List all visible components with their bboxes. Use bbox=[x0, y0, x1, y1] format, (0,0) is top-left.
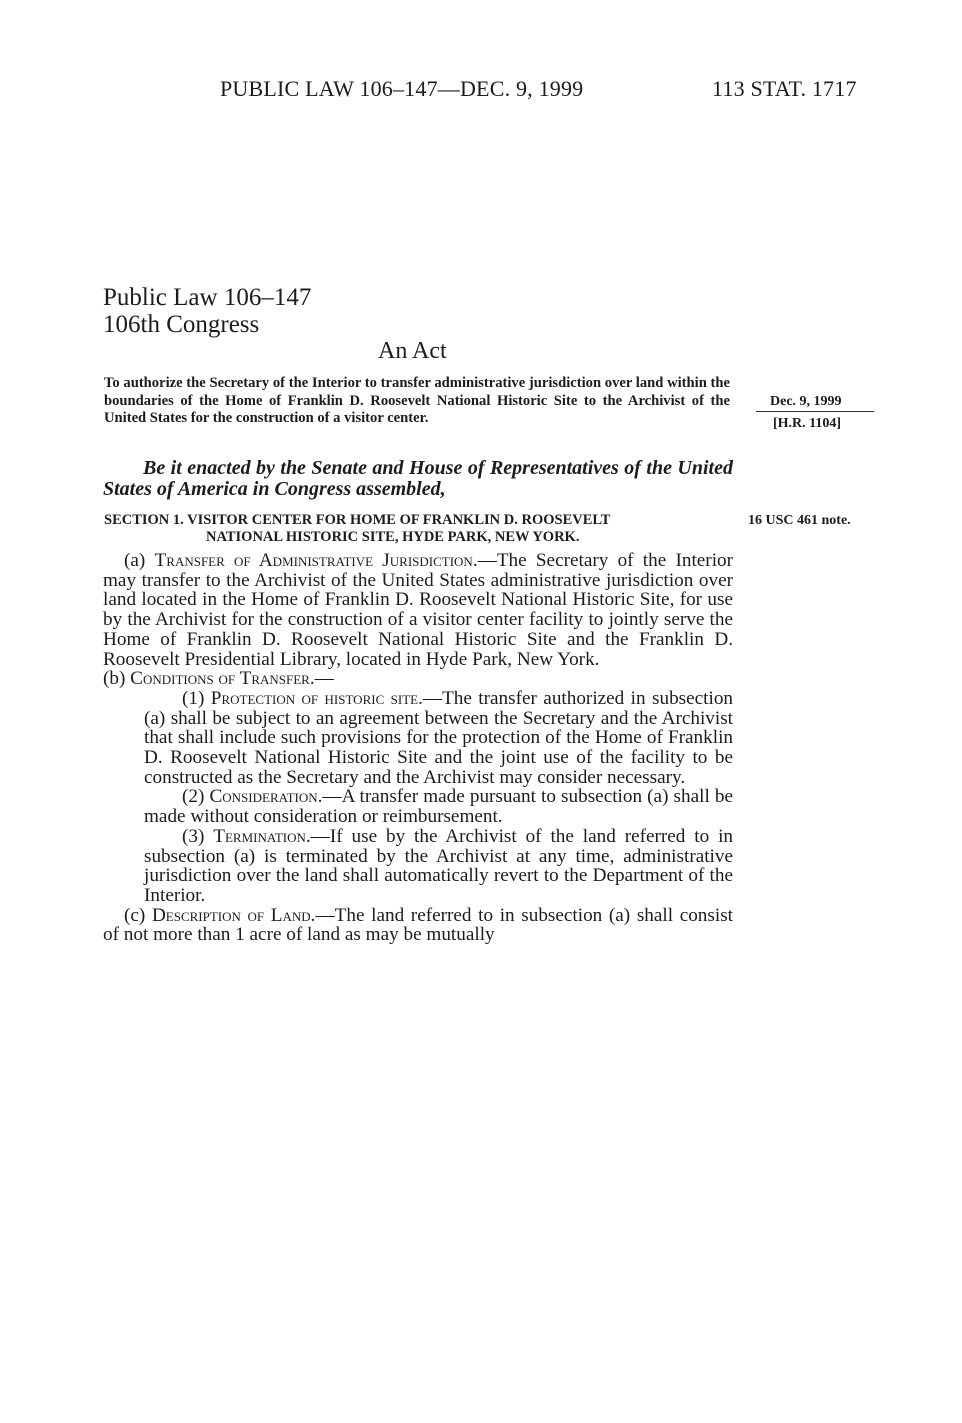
subsection-c-text: —The land referred to in subsection (a) shall consist of not more than 1 acre of land as may be mutually bbox=[103, 904, 733, 946]
subsection-c bbox=[103, 906, 733, 945]
subsection-a-heading: Transfer of Administrative Jurisdiction. bbox=[154, 550, 478, 571]
paragraph-b2-label: (2) bbox=[182, 786, 210, 808]
paragraph-b1-text: —The transfer authorized in subsection (a) shall be subject to an agreement between the Secretary and the Archivist that shall include such provisions for the protection of the Home of Franklin D. Roosevelt National Historic Site and the joint use of the facility to be constructed as the Secretary and the Archivist may consider necessary. bbox=[144, 687, 734, 788]
running-head-right: 113 STAT. 1717 bbox=[712, 76, 857, 101]
running-head-left: PUBLIC LAW 106–147—DEC. 9, 1999 bbox=[220, 76, 584, 101]
subsection-c-heading: Description of Land. bbox=[151, 904, 316, 926]
section-heading bbox=[104, 512, 730, 546]
act-purpose: To authorize the Secretary of the Interior to transfer administrative jurisdiction over land within the boundaries of the Home of Franklin D. Roosevelt National Historic Site to the Archivist of the United States for the construction of a visitor center. bbox=[104, 375, 730, 426]
subsection-a-text: —The Secretary of the Interior may transfer to the Archivist of the United States administrative jurisdiction over land located in the Home of Franklin D. Roosevelt National Historic Site, for use by the Archivist for the construction of a visitor center facility to jointly serve the Home of Franklin D. Roosevelt National Historic Site and the Franklin D. Roosevelt Presidential Library, located in Hyde Park, New York. bbox=[103, 550, 734, 670]
subsection-b-dash: — bbox=[314, 668, 334, 690]
paragraph-b3 bbox=[103, 827, 733, 906]
paragraph-b2-text: —A transfer made pursuant to subsection (a) shall be made without consideration or reimbursement. bbox=[144, 786, 734, 828]
subsection-b bbox=[103, 669, 733, 689]
margin-note-usc: 16 USC 461 note. bbox=[748, 513, 851, 528]
margin-rule bbox=[756, 411, 874, 412]
paragraph-b2 bbox=[103, 787, 733, 826]
subsection-a bbox=[103, 551, 733, 669]
public-law-number: Public Law 106–147 bbox=[103, 284, 312, 311]
subsection-b-heading: Conditions of Transfer. bbox=[130, 668, 315, 690]
subsection-c-label: (c) bbox=[124, 904, 152, 926]
paragraph-b3-heading: Termination. bbox=[213, 825, 311, 847]
section-heading-line1: SECTION 1. VISITOR CENTER FOR HOME OF FRANKLIN D. ROOSEVELT bbox=[104, 512, 611, 528]
act-heading: An Act bbox=[378, 338, 447, 364]
section-heading-line2: NATIONAL HISTORIC SITE, HYDE PARK, NEW YORK. bbox=[206, 529, 580, 545]
paragraph-b1 bbox=[103, 689, 733, 788]
margin-note-bill: [H.R. 1104] bbox=[773, 416, 842, 431]
paragraph-b1-heading: Protection of historic site. bbox=[210, 687, 423, 709]
title-block bbox=[103, 284, 311, 338]
paragraph-b3-text: —If use by the Archivist of the land referred to in subsection (a) is terminated by the Archivist at any time, administrative jurisdiction over the land shall automatically revert to the Department of the Interior. bbox=[144, 825, 733, 906]
paragraph-b1-label: (1) bbox=[182, 687, 211, 709]
margin-note-date: Dec. 9, 1999 bbox=[770, 394, 842, 409]
enacting-clause: Be it enacted by the Senate and House of Representatives of the United States of America in Congress assembled, bbox=[103, 457, 733, 500]
subsection-a-label: (a) bbox=[124, 550, 155, 571]
paragraph-b2-heading: Consideration. bbox=[209, 786, 323, 808]
paragraph-b3-label: (3) bbox=[182, 825, 214, 847]
congress-number: 106th Congress bbox=[103, 311, 260, 338]
section-body bbox=[103, 551, 733, 945]
subsection-b-label: (b) bbox=[103, 668, 131, 690]
